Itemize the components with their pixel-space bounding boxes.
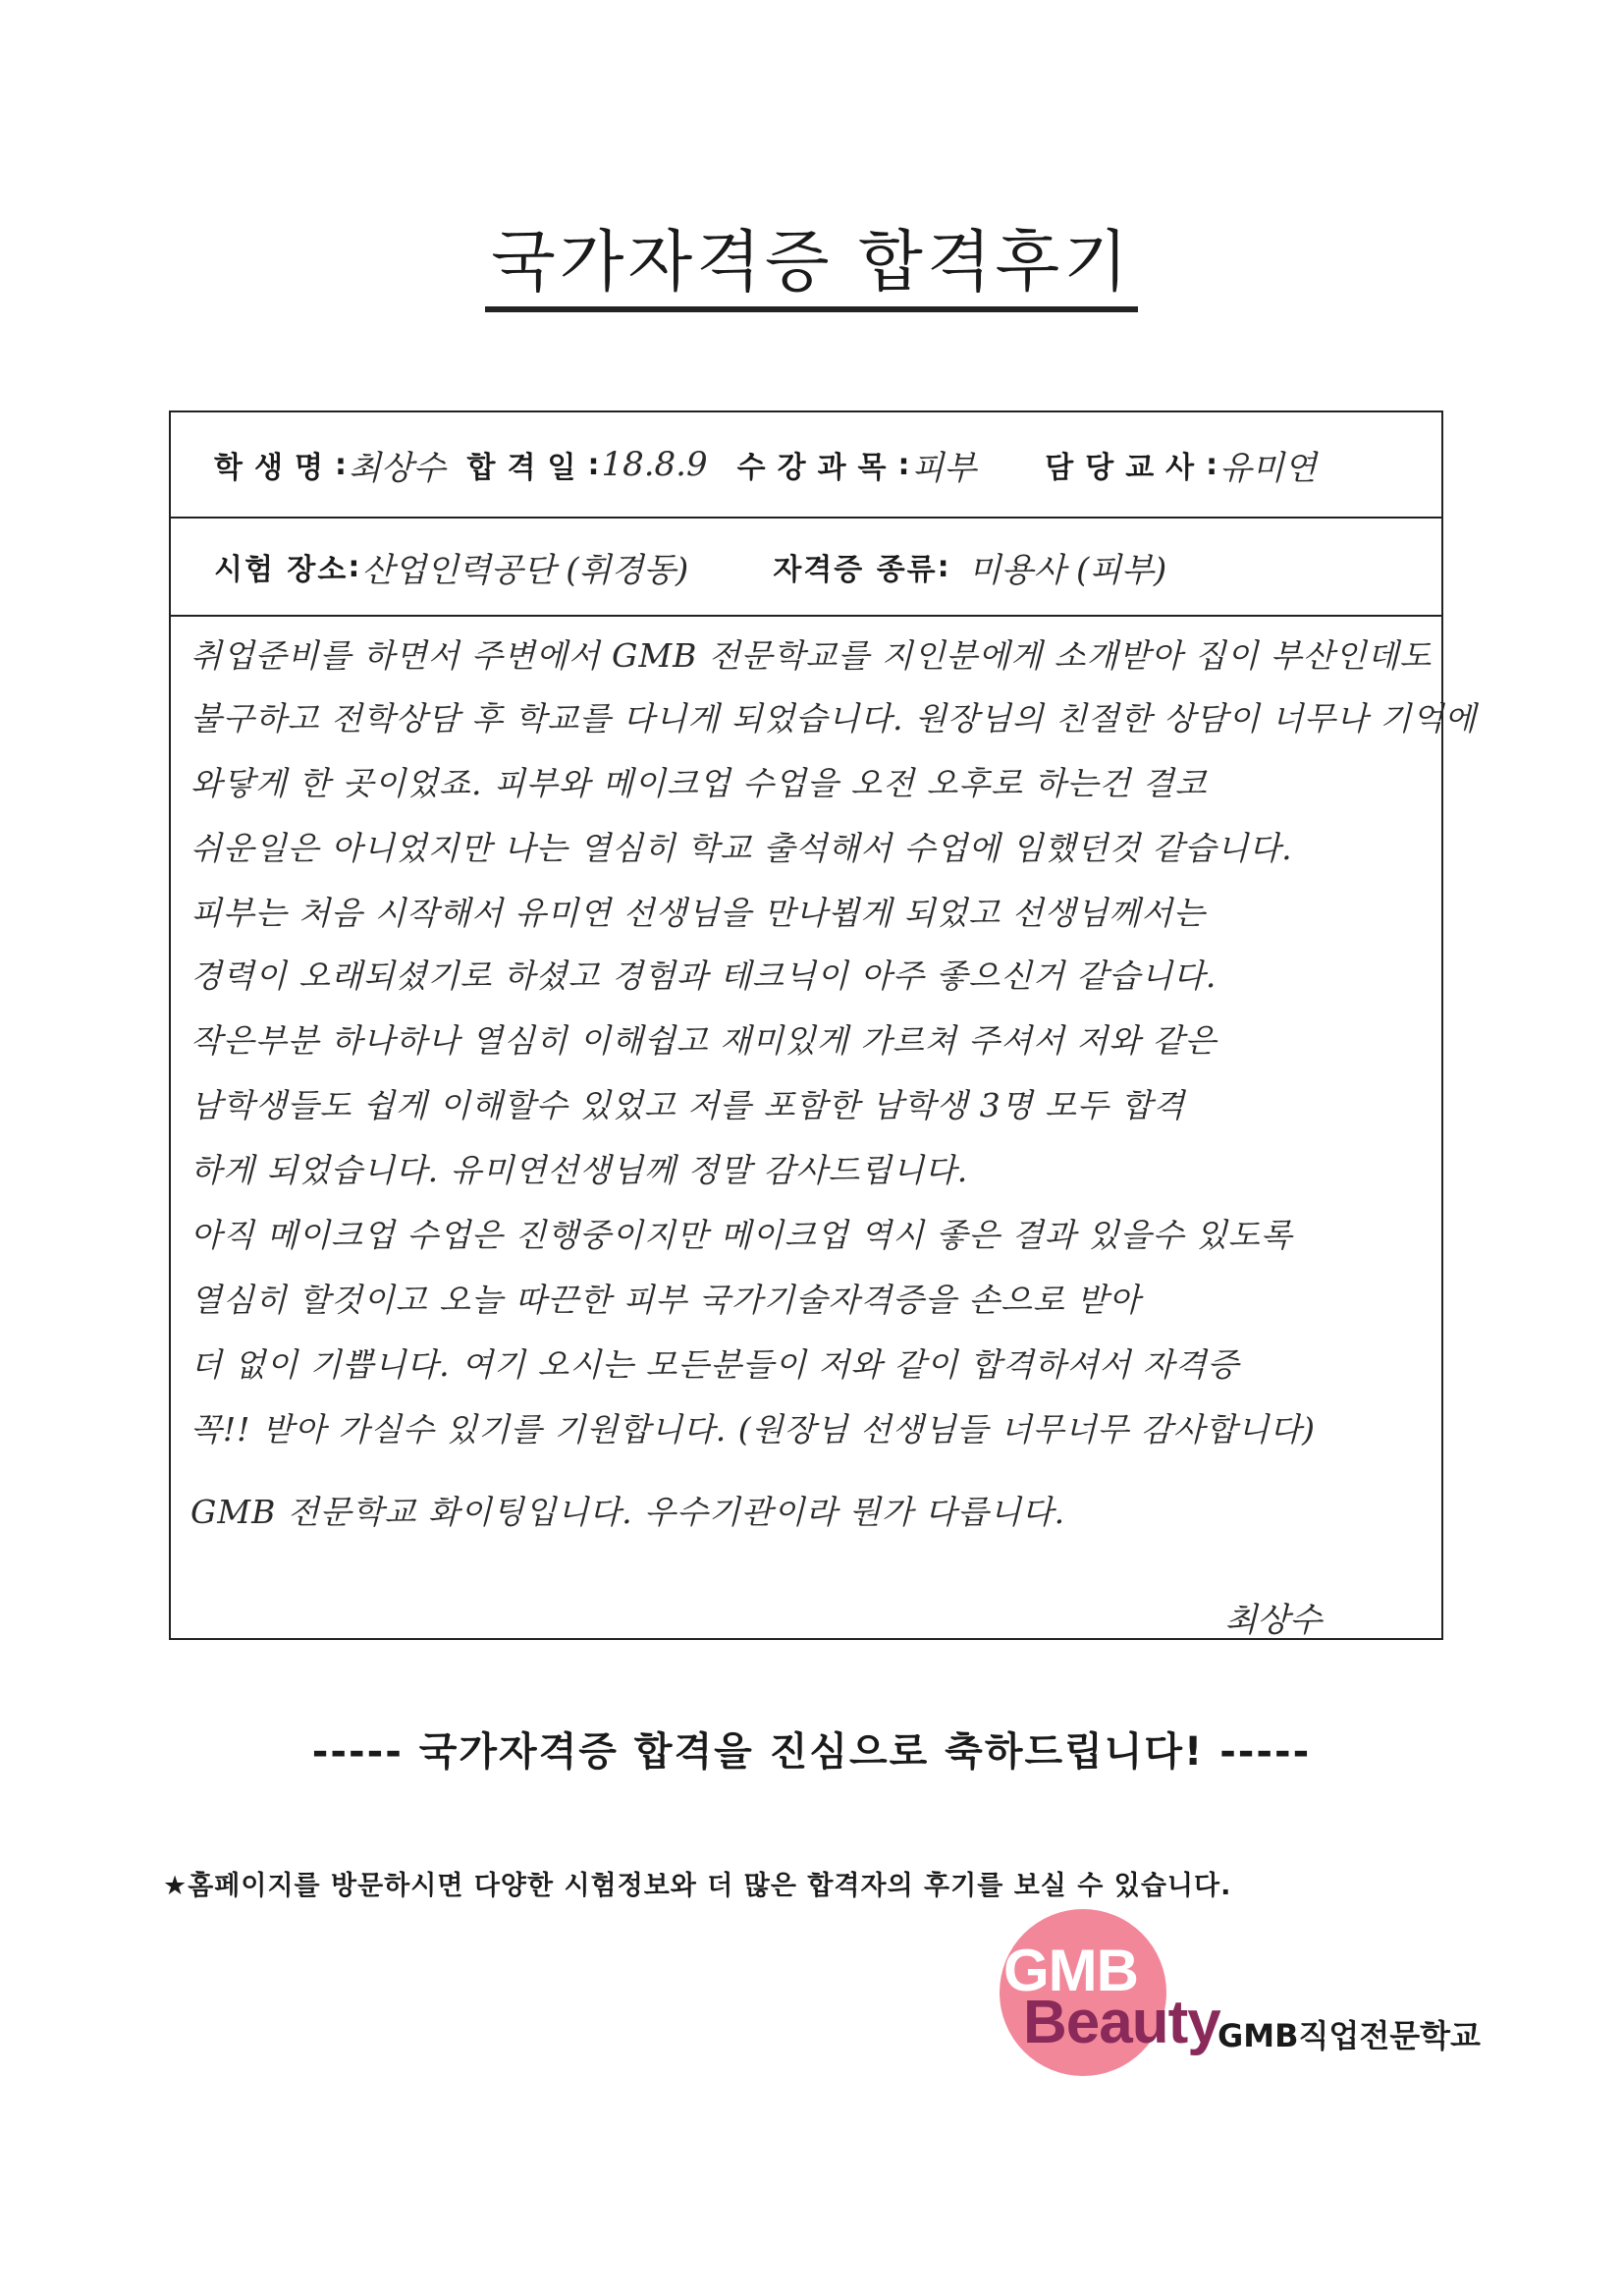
cert-type-label: 자격증 종류: [773, 553, 938, 587]
exam-place-value: 산업인력공단 (휘경동): [361, 550, 689, 590]
colon: :: [587, 447, 600, 482]
congratulations-banner: ----- 국가자격증 합격을 진심으로 축하드립니다! -----: [311, 1729, 1312, 1775]
course-value: 피부: [911, 448, 977, 488]
student-label: 학생명: [214, 451, 335, 485]
colon: :: [348, 549, 360, 584]
logo-beauty-text: Beauty: [1023, 1989, 1220, 2056]
review-line: 열심히 할것이고 오늘 따끈한 피부 국가기술자격증을 손으로 받아: [190, 1281, 1142, 1319]
review-line: 피부는 처음 시작해서 유미연 선생님을 만나뵙게 되었고 선생님께서는: [190, 894, 1206, 932]
student-value: 최상수: [348, 448, 446, 488]
homepage-notice: ★홈페이지를 방문하시면 다양한 시험정보와 더 많은 합격자의 후기를 보실 수 있습니다.: [163, 1871, 1232, 1901]
review-line: 작은부분 하나하나 열심히 이해쉽고 재미있게 가르쳐 주셔서 저와 같은: [190, 1021, 1217, 1060]
review-line: 불구하고 전학상담 후 학교를 다니게 되었습니다. 원장님의 친절한 상담이 너무나 기억에: [190, 699, 1477, 738]
cert-type-value: 미용사 (피부): [968, 550, 1167, 590]
review-line: 쉬운일은 아니었지만 나는 열심히 학교 출석해서 수업에 임했던것 같습니다.: [190, 829, 1293, 867]
colon: :: [897, 447, 910, 482]
signature: 최상수: [1224, 1601, 1322, 1640]
review-line: GMB 전문학교 화이팅입니다. 우수기관이라 뭔가 다릅니다.: [190, 1493, 1066, 1531]
review-body: [190, 630, 1477, 1640]
review-line: 와닿게 한 곳이었죠. 피부와 메이크업 수업을 오전 오후로 하는건 결코: [190, 764, 1208, 802]
review-line: 아직 메이크업 수업은 진행중이지만 메이크업 역시 좋은 결과 있을수 있도록: [190, 1216, 1293, 1254]
review-line: 취업준비를 하면서 주변에서 GMB 전문학교를 지인분에게 소개받아 집이 부산인데도: [190, 636, 1433, 675]
review-form: [169, 410, 1477, 1640]
colon: :: [334, 447, 347, 482]
exam-place-label: 시험 장소: [214, 553, 349, 587]
review-line: 경력이 오래되셨기로 하셨고 경험과 테크닉이 아주 좋으신거 같습니다.: [190, 957, 1217, 995]
review-line: 꼭!! 받아 가실수 있기를 기원합니다. (원장님 선생님들 너무너무 감사합니다): [190, 1410, 1317, 1449]
document-title: [0, 224, 1623, 312]
review-line: 남학생들도 쉽게 이해할수 있었고 저를 포함한 남학생 3명 모두 합격: [190, 1086, 1186, 1124]
logo-gmb-text: GMB: [1003, 1938, 1138, 2003]
review-line: 더 없이 기쁩니다. 여기 오시는 모든분들이 저와 같이 합격하셔서 자격증: [190, 1345, 1240, 1384]
pass-date-value: 18.8.9: [601, 445, 708, 484]
student-info-row: [171, 412, 1441, 519]
teacher-value: 유미연: [1219, 448, 1317, 488]
exam-info-row: [171, 519, 1441, 617]
pass-date-label: 합격일: [466, 451, 588, 485]
teacher-label: 담당교사: [1045, 451, 1207, 485]
course-label: 수강과목: [736, 451, 898, 485]
document-title-text: 국가자격증 합격후기: [485, 227, 1138, 312]
logo-school-name: GMB직업전문학교: [1217, 2017, 1481, 2054]
school-logo: [1000, 1909, 1510, 2076]
colon: :: [937, 549, 949, 584]
colon: :: [1206, 447, 1218, 482]
review-line: 하게 되었습니다. 유미연선생님께 정말 감사드립니다.: [190, 1151, 969, 1189]
